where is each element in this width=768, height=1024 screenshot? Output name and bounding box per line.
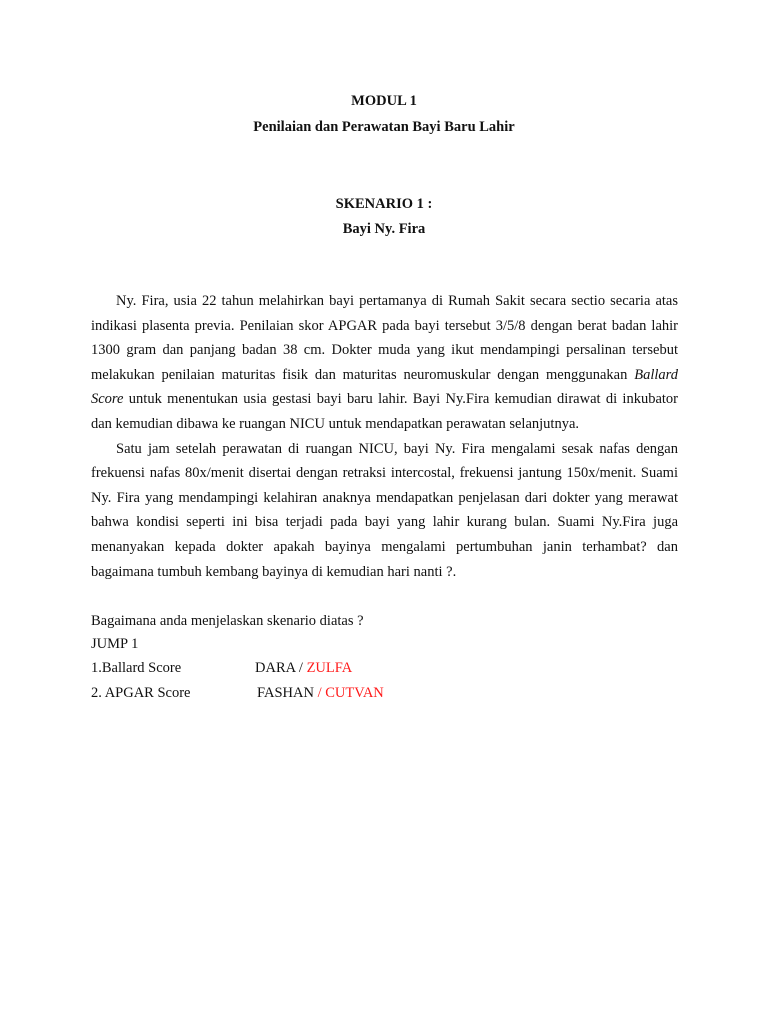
- assignee-highlight: ZULFA: [306, 660, 353, 676]
- paragraph-1-text-a: Ny. Fira, usia 22 tahun melahirkan bayi pertamanya di Rumah Sakit secara sectio secaria atas indikasi plasenta previa. Penilaian skor APGAR pada bayi tersebut 3/5/8 dengan berat badan lahir 1300 gram dan panjang badan 38 cm. Dokter muda yang ikut mendampingi persalinan tersebut melakukan penilaian maturitas fisik dan maturitas neuromuskular dengan menggunakan: [91, 293, 678, 383]
- assignee-primary: DARA /: [255, 660, 307, 676]
- ballard-score-term: Ballard Score: [91, 366, 678, 408]
- item-label: 1.Ballard Score: [91, 660, 182, 676]
- module-title: Penilaian dan Perawatan Bayi Baru Lahir: [253, 119, 515, 135]
- scenario-subject: Bayi Ny. Fira: [342, 221, 426, 237]
- item-assignees: [257, 682, 384, 704]
- jump-heading: JUMP 1: [91, 636, 139, 652]
- module-heading: MODUL 1: [351, 93, 417, 109]
- paragraph-1-text-b: untuk menentukan usia gestasi bayi baru lahir. Bayi Ny.Fira kemudian dirawat di inkubator dan kemudian dibawa ke ruangan NICU untuk mendapatkan perawatan selanjutnya.: [91, 391, 678, 432]
- item-assignees: [255, 657, 352, 679]
- assignee-highlight: / CUTVAN: [317, 685, 384, 701]
- paragraph-1: [91, 289, 678, 437]
- scenario-body: [91, 289, 678, 584]
- scenario-heading: SKENARIO 1 :: [335, 196, 433, 212]
- item-label: 2. APGAR Score: [91, 685, 191, 701]
- paragraph-2: Satu jam setelah perawatan di ruangan NICU, bayi Ny. Fira mengalami sesak nafas dengan frekuensi nafas 80x/menit disertai dengan retraksi intercostal, frekuensi jantung 150x/menit. Suami Ny. Fira yang mendampingi kelahiran anaknya mendapatkan penjelasan dari dokter yang merawat bahwa kondisi seperti ini bisa terjadi pada bayi yang lahir kurang bulan. Suami Ny.Fira juga menanyakan kepada dokter apakah bayinya mengalami pertumbuhan janin terhambat? dan bagaimana tumbuh kembang bayinya di kemudian hari nanti ?.: [91, 440, 678, 580]
- question-line: Bagaimana anda menjelaskan skenario diatas ?: [91, 613, 364, 629]
- assignee-primary: FASHAN: [257, 685, 318, 701]
